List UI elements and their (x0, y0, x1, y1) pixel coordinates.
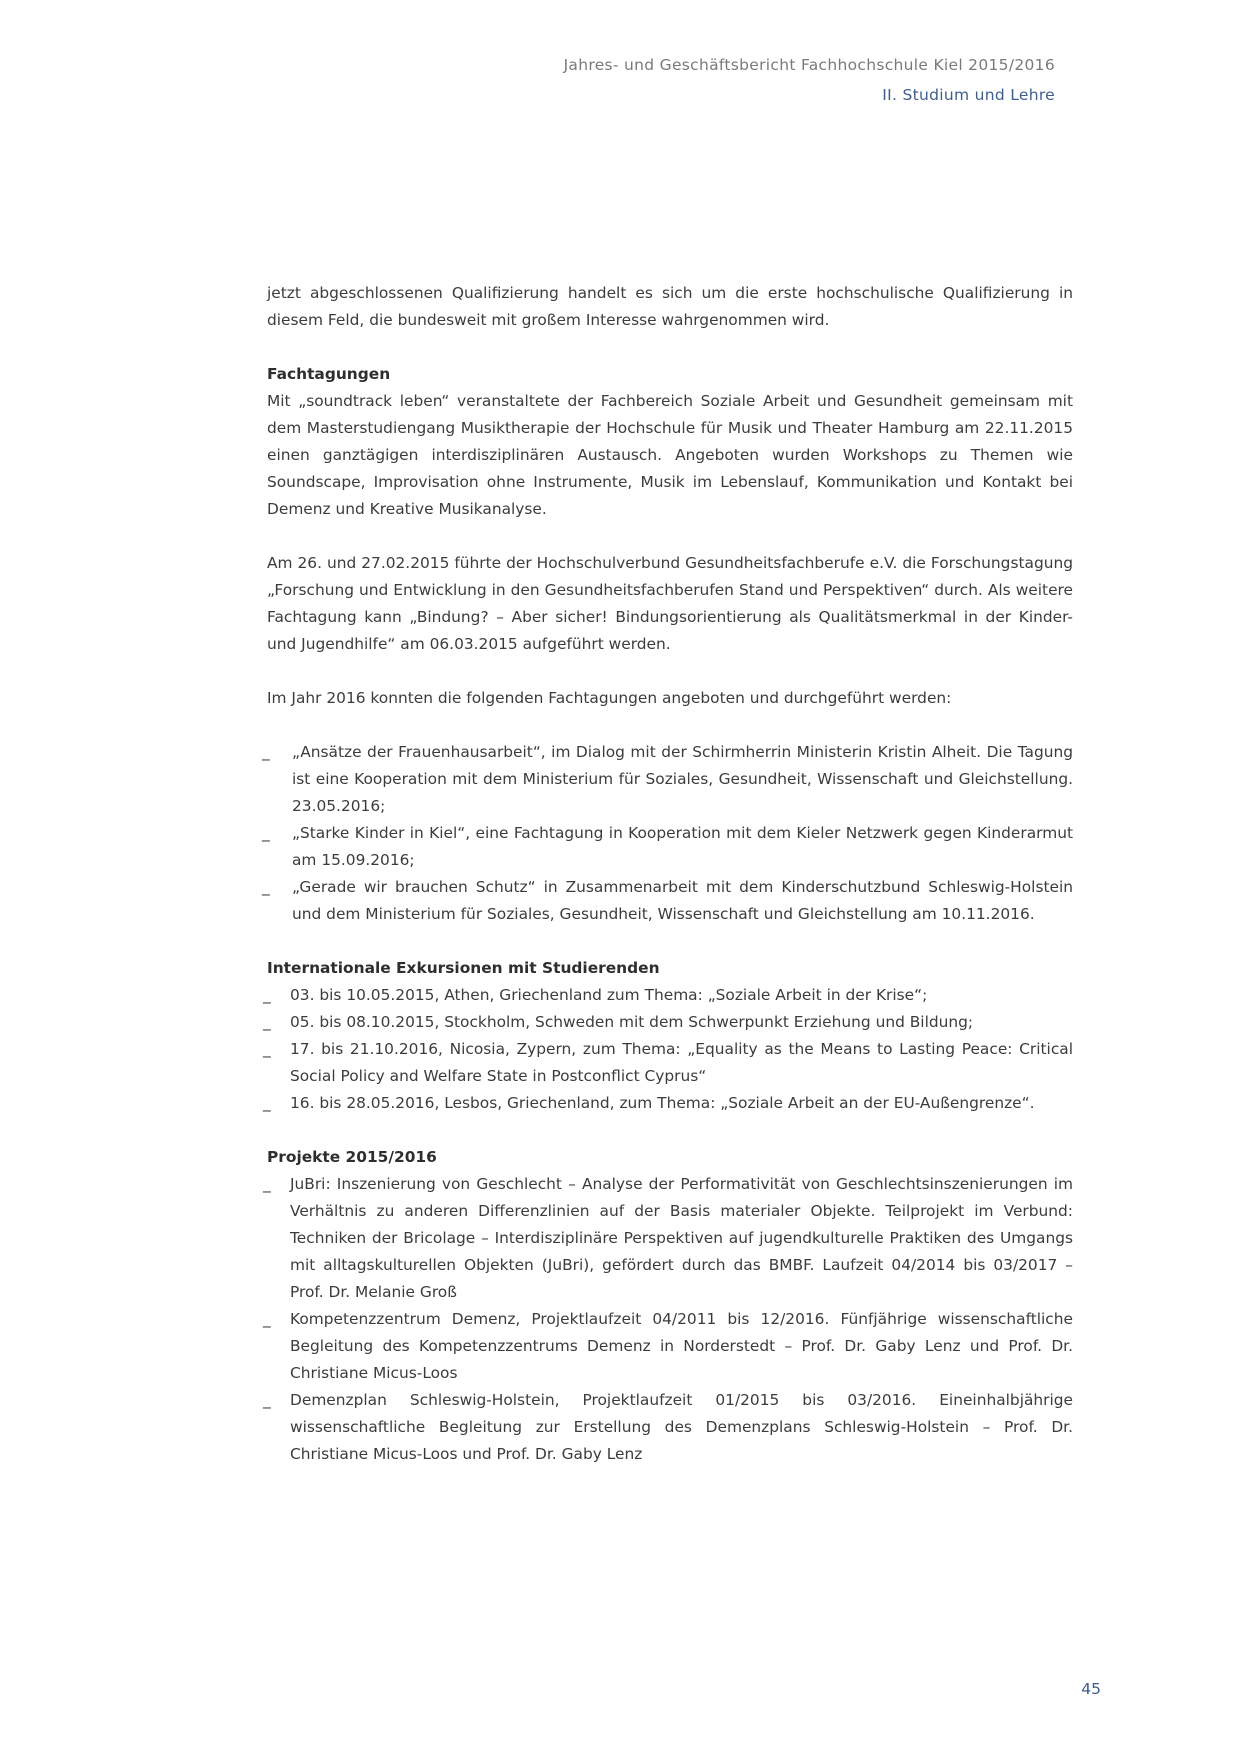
list-item (263, 1090, 1073, 1117)
list-item-text: Demenzplan Schleswig-Holstein, Projektlaufzeit 01/2015 bis 03/2016. Eineinhalbjährige wissenschaftliche Begleitung zur Erstellung des Demenzplans Schleswig-Holstein – Prof. Dr. Christiane Micus-Loos und Prof. Dr. Gaby Lenz (290, 1391, 1073, 1463)
bullet-marker: _ (262, 824, 270, 842)
list-item (263, 982, 1073, 1009)
bullet-marker: _ (263, 986, 271, 1004)
fachtagungen-paragraph-2: Am 26. und 27.02.2015 führte der Hochschulverbund Gesundheitsfachberufe e.V. die Forschungstagung „Forschung und Entwicklung in den Gesundheitsfachberufen Stand und Perspektiven“ durch. Als weitere Fachtagung kann „Bindung? – Aber sicher! Bindungsorientierung als Qualitätsmerkmal in der Kinder- und Jugendhilfe“ am 06.03.2015 aufgeführt werden. (267, 554, 1073, 653)
list-item (263, 1306, 1073, 1387)
bullet-marker: _ (263, 1013, 271, 1031)
list-item-text: 03. bis 10.05.2015, Athen, Griechenland zum Thema: „Soziale Arbeit in der Krise“; (290, 986, 928, 1004)
list-item-text: 17. bis 21.10.2016, Nicosia, Zypern, zum Thema: „Equality as the Means to Lasting Peace: Critical Social Policy and Welfare State in Postconflict Cyprus“ (290, 1040, 1073, 1085)
list-item (262, 820, 1073, 874)
bullet-marker: _ (262, 878, 270, 896)
list-item-text: 16. bis 28.05.2016, Lesbos, Griechenland, zum Thema: „Soziale Arbeit an der EU-Außengrenze“. (290, 1094, 1035, 1112)
bullet-marker: _ (263, 1094, 271, 1112)
fachtagungen-list (262, 739, 1073, 928)
heading-projekte: Projekte 2015/2016 (267, 1148, 437, 1166)
page-body (262, 280, 1073, 1468)
list-item (263, 1009, 1073, 1036)
exkursionen-list (263, 982, 1073, 1117)
bullet-marker: _ (263, 1391, 271, 1409)
intro-paragraph: jetzt abgeschlossenen Qualifizierung handelt es sich um die erste hochschulische Qualifizierung in diesem Feld, die bundesweit mit großem Interesse wahrgenommen wird. (267, 284, 1073, 329)
list-item-text: „Starke Kinder in Kiel“, eine Fachtagung in Kooperation mit dem Kieler Netzwerk gegen Kinderarmut am 15.09.2016; (292, 824, 1073, 869)
running-header (564, 50, 1055, 110)
list-item (263, 1171, 1073, 1306)
projekte-list (263, 1171, 1073, 1468)
list-item (262, 739, 1073, 820)
heading-exkursionen: Internationale Exkursionen mit Studierenden (267, 959, 660, 977)
bullet-marker: _ (263, 1175, 271, 1193)
heading-fachtagungen: Fachtagungen (267, 365, 391, 383)
list-item-text: „Ansätze der Frauenhausarbeit“, im Dialog mit der Schirmherrin Ministerin Kristin Alheit. Die Tagung ist eine Kooperation mit dem Ministerium für Soziales, Gesundheit, Wissenschaft und Gleichstellung. 23.05.2016; (292, 743, 1073, 815)
list-item (263, 1036, 1073, 1090)
fachtagungen-paragraph-1: Mit „soundtrack leben“ veranstaltete der Fachbereich Soziale Arbeit und Gesundheit gemeinsam mit dem Masterstudiengang Musiktherapie der Hochschule für Musik und Theater Hamburg am 22.11.2015 einen ganztägigen interdisziplinären Austausch. Angeboten wurden Workshops zu Themen wie Soundscape, Improvisation ohne Instrumente, Musik im Lebenslauf, Kommunikation und Kontakt bei Demenz und Kreative Musikanalyse. (267, 392, 1073, 518)
bullet-marker: _ (263, 1310, 271, 1328)
list-item-text: JuBri: Inszenierung von Geschlecht – Analyse der Performativität von Geschlechtsinszenierungen im Verhältnis zu anderen Differenzlinien auf der Basis materialer Objekte. Teilprojekt im Verbund: Techniken der Bricolage – Interdisziplinäre Perspektiven auf jugendkulturelle Praktiken des Umgangs mit alltagskulturellen Objekten (JuBri), gefördert durch das BMBF. Laufzeit 04/2014 bis 03/2017 – Prof. Dr. Melanie Groß (290, 1175, 1073, 1301)
list-item-text: 05. bis 08.10.2015, Stockholm, Schweden mit dem Schwerpunkt Erziehung und Bildung; (290, 1013, 974, 1031)
list-item-text: Kompetenzzentrum Demenz, Projektlaufzeit 04/2011 bis 12/2016. Fünfjährige wissenschaftliche Begleitung des Kompetenzzentrums Demenz in Norderstedt – Prof. Dr. Gaby Lenz und Prof. Dr. Christiane Micus-Loos (290, 1310, 1073, 1382)
page-number: 45 (1081, 1680, 1101, 1698)
list-item (262, 874, 1073, 928)
list-item-text: „Gerade wir brauchen Schutz“ in Zusammenarbeit mit dem Kinderschutzbund Schleswig-Holstein und dem Ministerium für Soziales, Gesundheit, Wissenschaft und Gleichstellung am 10.11.2016. (292, 878, 1073, 923)
list-item (263, 1387, 1073, 1468)
fachtagungen-paragraph-3: Im Jahr 2016 konnten die folgenden Fachtagungen angeboten und durchgeführt werden: (267, 689, 952, 707)
bullet-marker: _ (262, 743, 270, 761)
section-title: II. Studium und Lehre (882, 86, 1055, 104)
report-title: Jahres- und Geschäftsbericht Fachhochschule Kiel 2015/2016 (563, 56, 1055, 74)
bullet-marker: _ (263, 1040, 271, 1058)
